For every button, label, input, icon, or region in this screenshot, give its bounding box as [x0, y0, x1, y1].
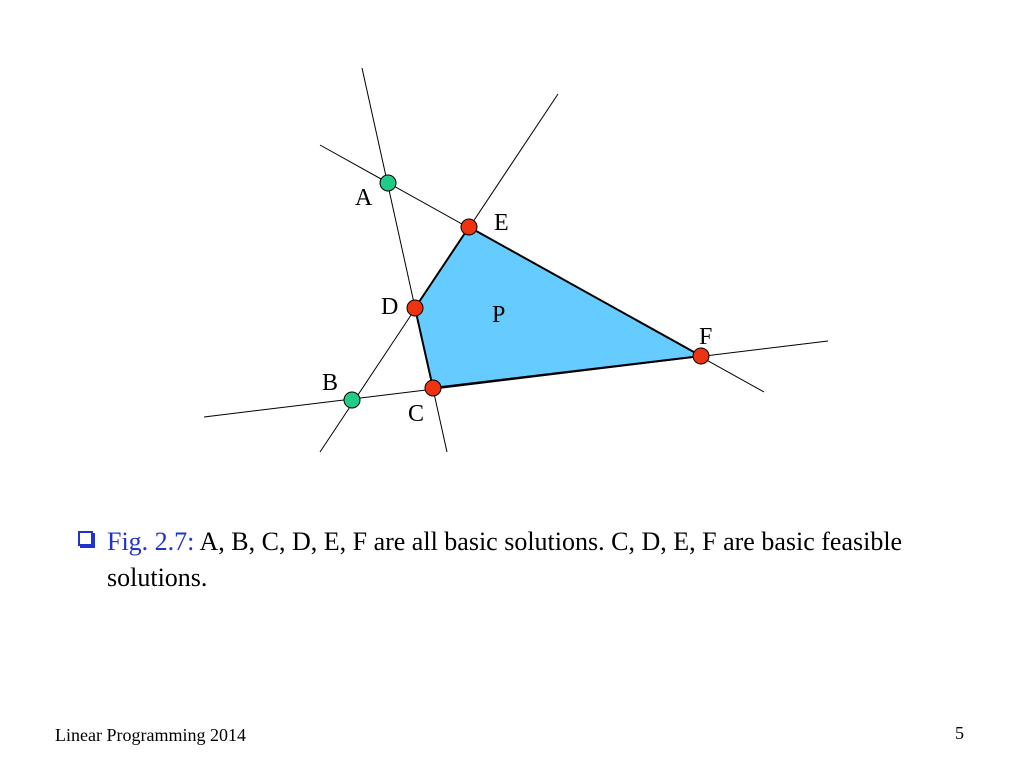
figure-reference: Fig. 2.7:	[107, 527, 195, 556]
feasible-region-p	[415, 227, 701, 388]
point-b-label: B	[322, 370, 339, 396]
region-label-p: P	[492, 302, 506, 328]
point-e-label: E	[494, 210, 509, 236]
point-d-label: D	[381, 294, 399, 320]
point-a-marker	[380, 175, 396, 191]
point-c-label: C	[408, 401, 425, 427]
point-f-marker	[693, 348, 709, 364]
point-b-marker	[344, 392, 360, 408]
point-d-marker	[407, 300, 423, 316]
figure-caption	[78, 524, 918, 596]
point-c-marker	[425, 380, 441, 396]
caption-body	[107, 524, 918, 596]
point-a-label: A	[355, 185, 373, 211]
footer-title: Linear Programming 2014	[55, 725, 246, 745]
hollow-square-bullet-icon	[78, 531, 93, 546]
page-number: 5	[955, 723, 964, 743]
point-e-marker	[461, 219, 477, 235]
caption-text: A, B, C, D, E, F are all basic solutions. C, D, E, F are basic feasible solutions.	[107, 527, 903, 592]
point-f-label: F	[699, 324, 713, 350]
